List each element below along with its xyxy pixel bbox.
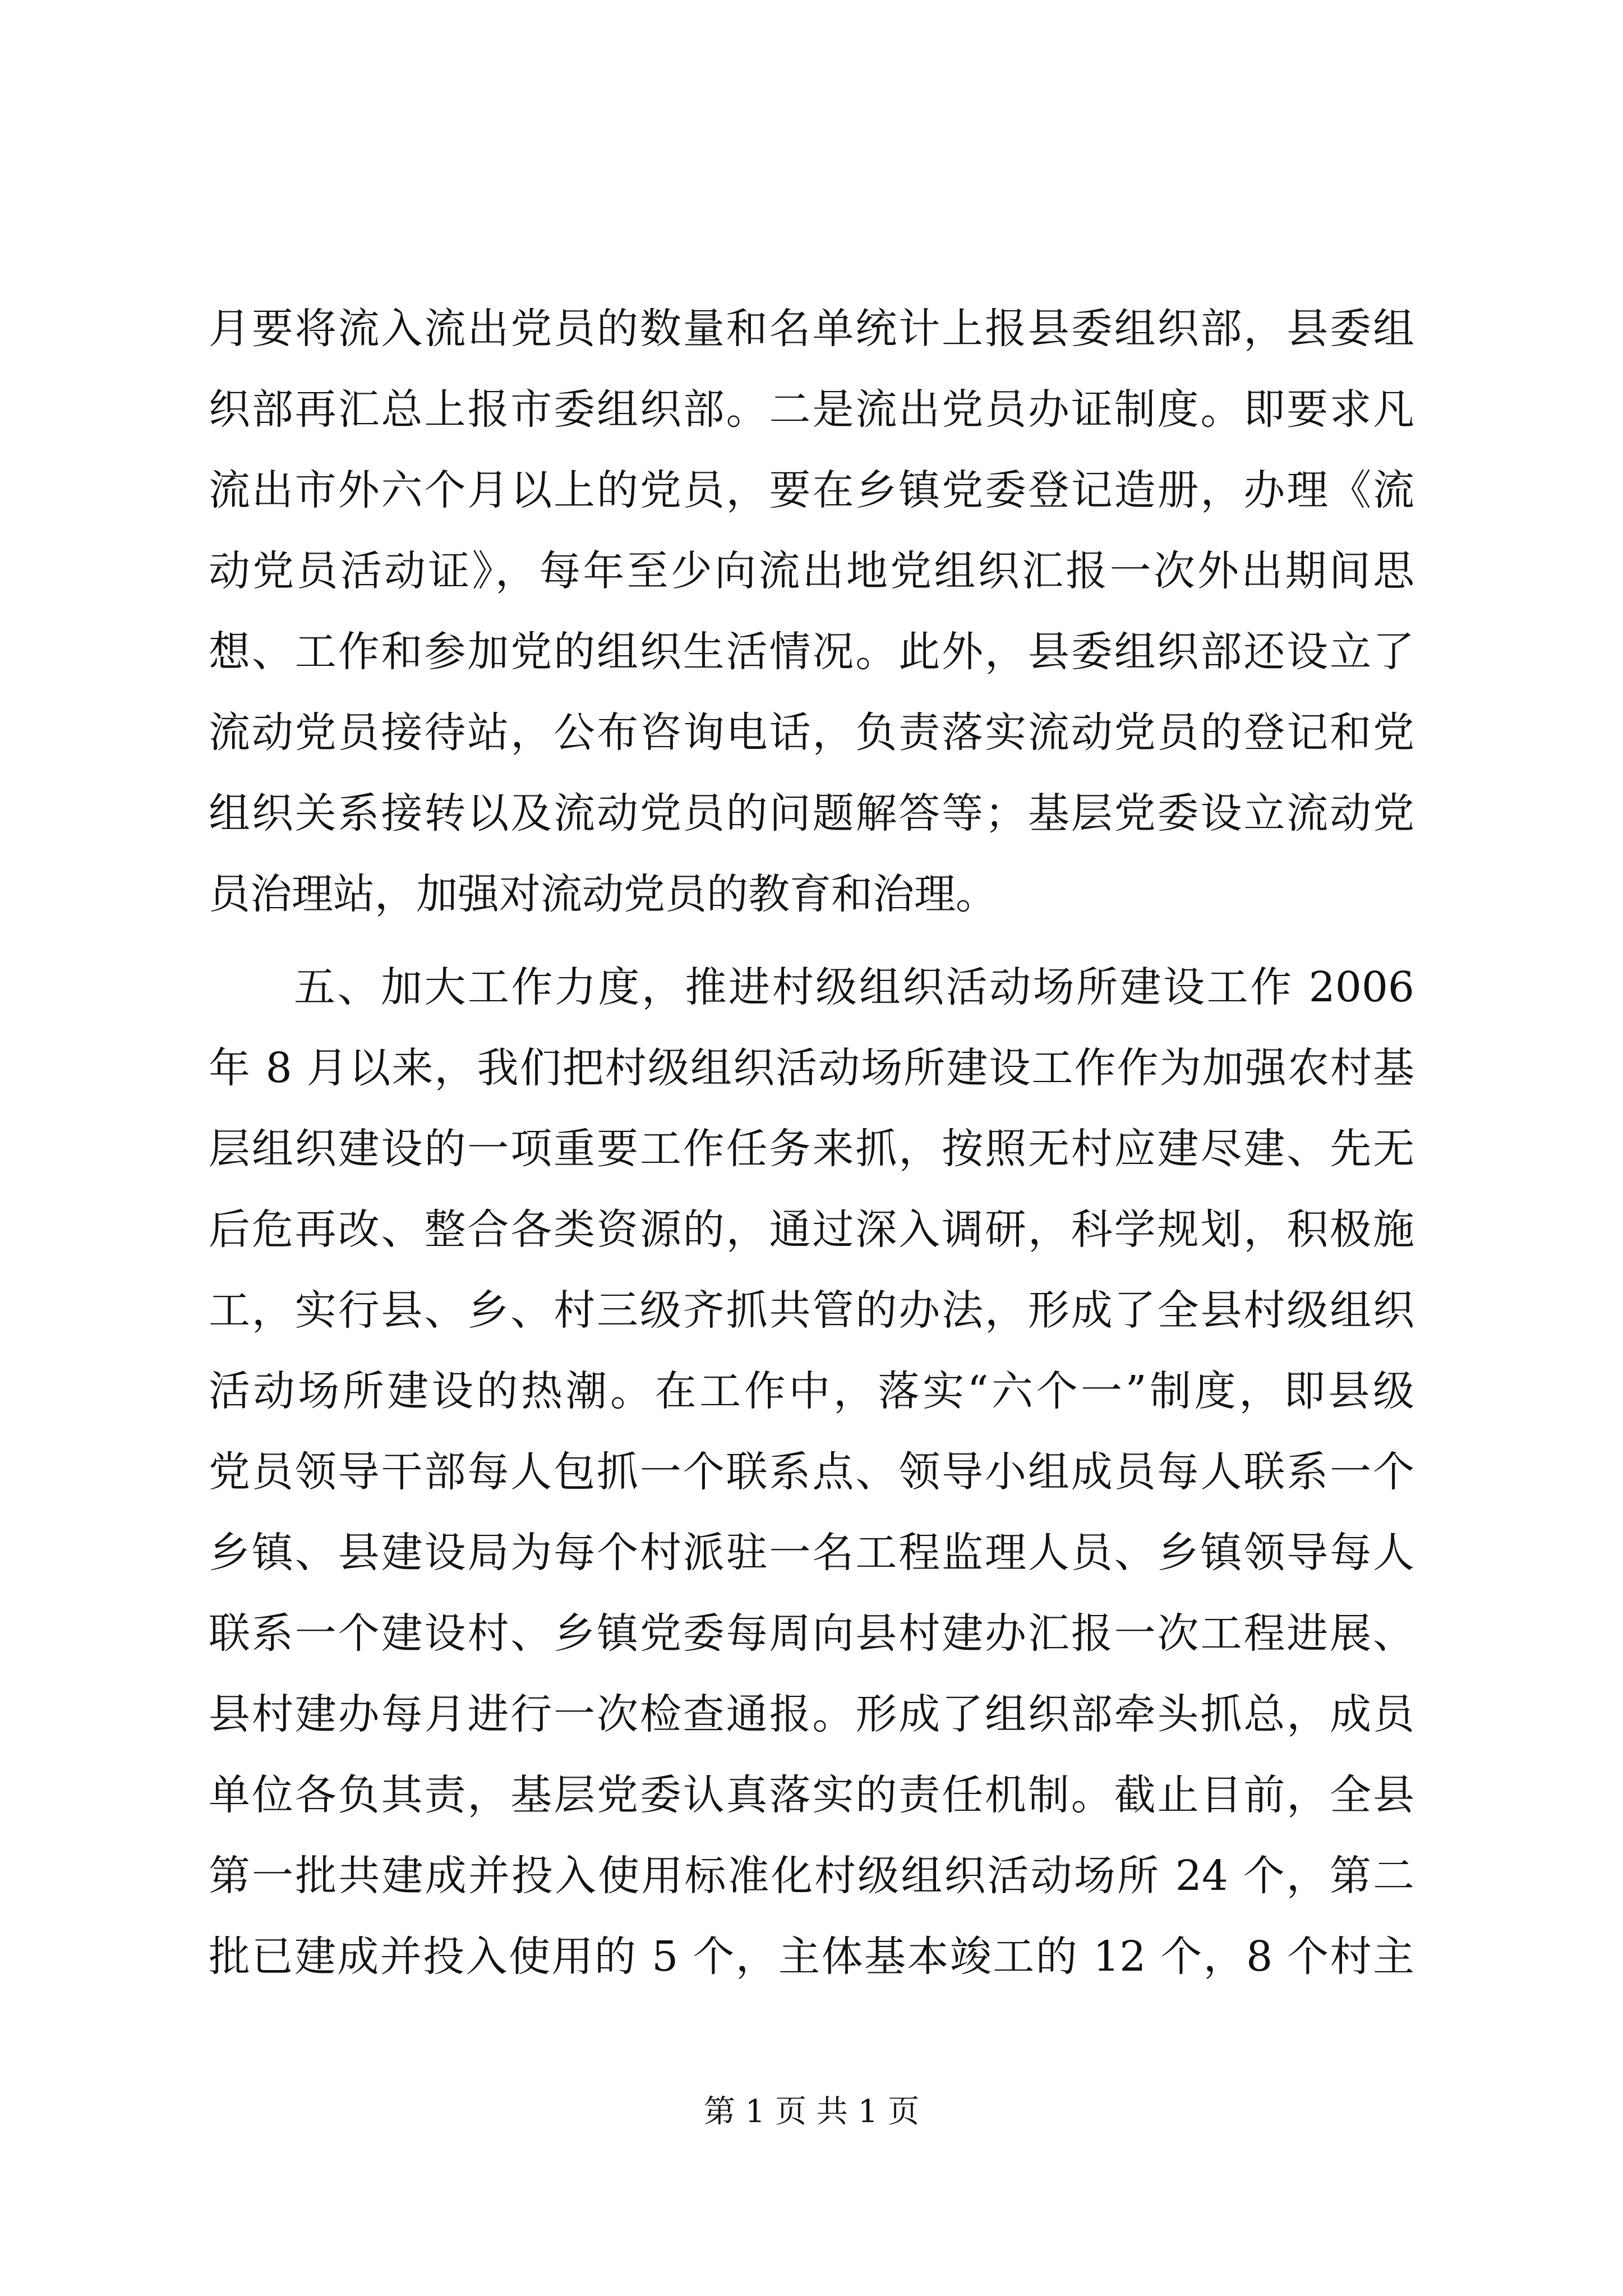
text-line: 动党员活动证》，每年至少向流出地党组织汇报一次外出期间思 <box>209 547 1414 595</box>
text-line: 员治理站，加强对流动党员的教育和治理。 <box>209 870 997 918</box>
text-line: 活动场所建设的热潮。在工作中，落实“六个一”制度，即县级 <box>209 1367 1414 1415</box>
text-line: 层组织建设的一项重要工作任务来抓，按照无村应建尽建、先无 <box>209 1125 1414 1173</box>
text-line: 批已建成并投入使用的 5 个，主体基本竣工的 12 个，8 个村主 <box>209 1932 1414 1981</box>
text-line: 年 8 月以来，我们把村级组织活动场所建设工作作为加强农村基 <box>209 1044 1414 1092</box>
text-line: 党员领导干部每人包抓一个联系点、领导小组成员每人联系一个 <box>209 1448 1414 1496</box>
text-line: 联系一个建设村、乡镇党委每周向县村建办汇报一次工程进展、 <box>209 1609 1414 1658</box>
text-line: 乡镇、县建设局为每个村派驻一名工程监理人员、乡镇领导每人 <box>209 1529 1414 1577</box>
text-line: 工，实行县、乡、村三级齐抓共管的办法，形成了全县村级组织 <box>209 1286 1414 1335</box>
section-heading-line: 五、加大工作力度，推进村级组织活动场所建设工作 2006 <box>294 963 1414 1011</box>
text-line: 流出市外六个月以上的党员，要在乡镇党委登记造册，办理《流 <box>209 466 1414 514</box>
text-line: 月要将流入流出党员的数量和名单统计上报县委组织部，县委组 <box>209 305 1414 353</box>
text-line: 想、工作和参加党的组织生活情况。此外，县委组织部还设立了 <box>209 628 1414 676</box>
text-line: 县村建办每月进行一次检查通报。形成了组织部牵头抓总，成员 <box>209 1690 1414 1738</box>
text-line: 第一批共建成并投入使用标准化村级组织活动场所 24 个，第二 <box>209 1852 1414 1900</box>
text-line: 组织关系接转以及流动党员的问题解答等；基层党委设立流动党 <box>209 789 1414 838</box>
text-line: 流动党员接待站，公布咨询电话，负责落实流动党员的登记和党 <box>209 708 1414 757</box>
text-line: 单位各负其责，基层党委认真落实的责任机制。截止目前，全县 <box>209 1771 1414 1819</box>
page-footer: 第 1 页 共 1 页 <box>703 2093 920 2130</box>
text-line: 后危再改、整合各类资源的，通过深入调研，科学规划，积极施 <box>209 1205 1414 1254</box>
text-line: 织部再汇总上报市委组织部。二是流出党员办证制度。即要求凡 <box>209 385 1414 434</box>
